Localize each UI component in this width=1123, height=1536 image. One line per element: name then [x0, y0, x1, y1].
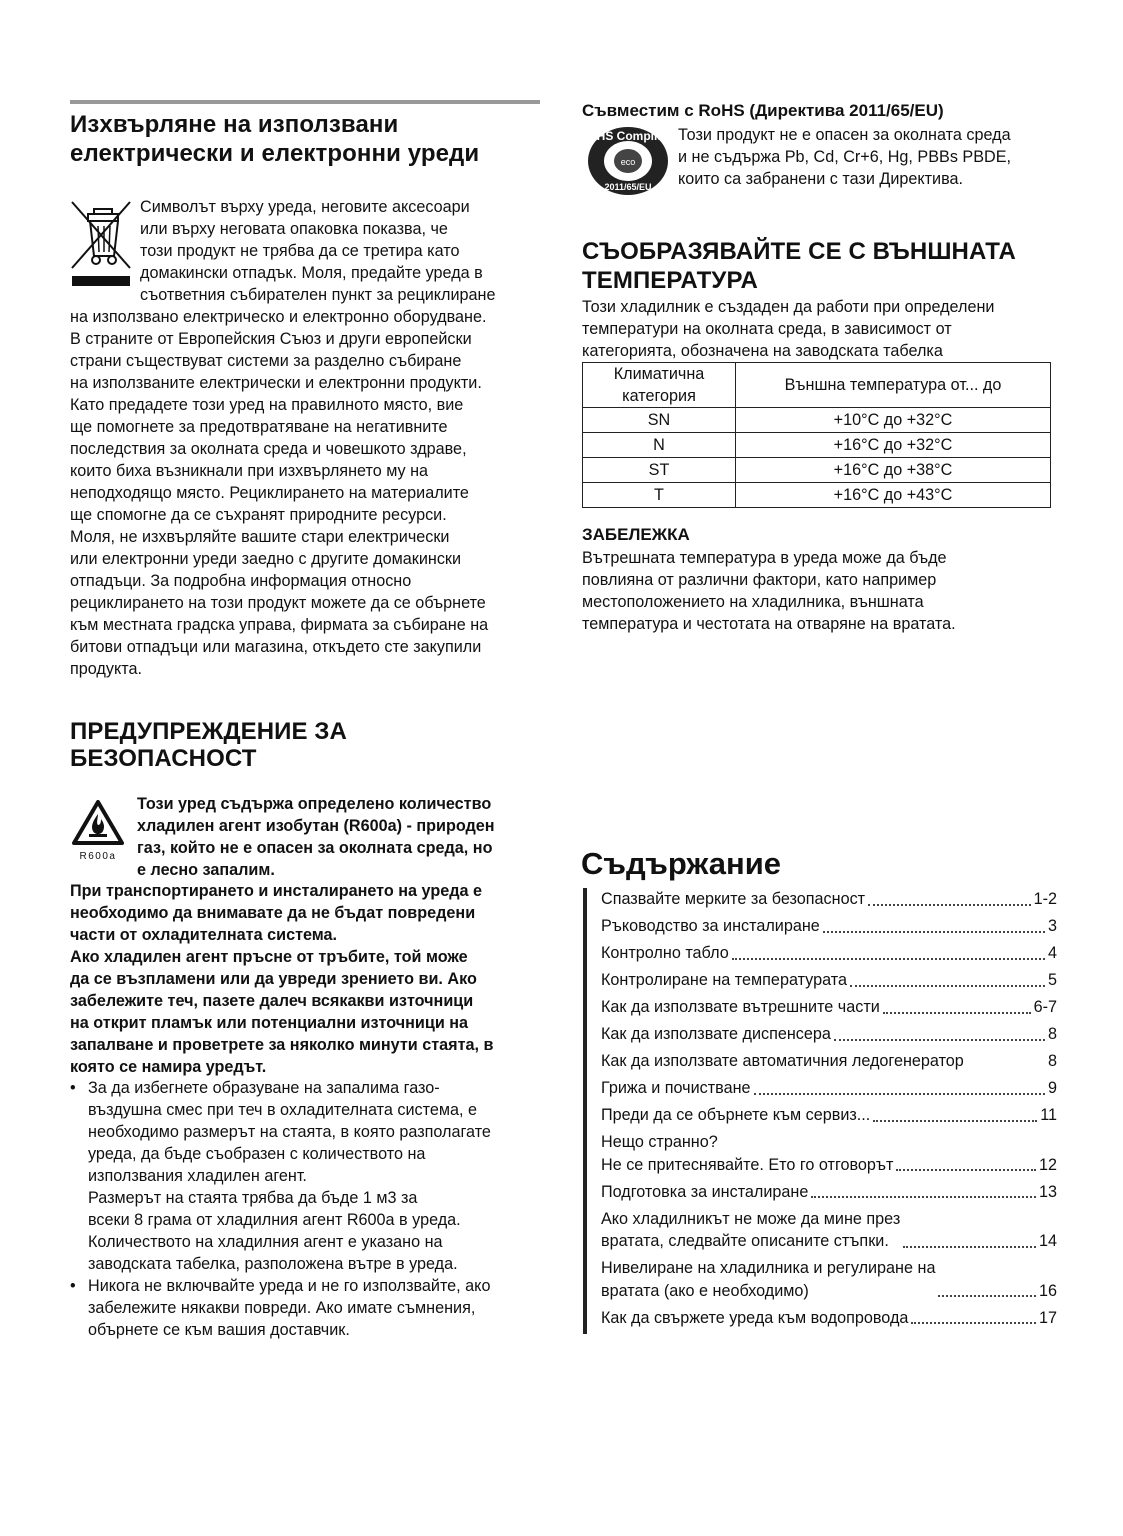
safety-warning: Този уред съдържа определено количество хладилен агент изобутан (R600a) - природен газ, който не е опасен за околната среда, но е лесно запалим.: [137, 795, 495, 879]
toc-item[interactable]: Преди да се обърнете към сервиз... 11: [601, 1106, 1057, 1124]
flammable-warning-icon: R600a: [72, 800, 124, 862]
toc-item[interactable]: Ръководство за инсталиране 3: [601, 917, 1057, 935]
note-title: ЗАБЕЛЕЖКА: [582, 525, 690, 544]
svg-text:RoHS Compliant: RoHS Compliant: [585, 129, 671, 143]
safety-title: ПРЕДУПРЕЖДЕНИЕ ЗА БЕЗОПАСНОСТ: [70, 718, 347, 772]
table-of-contents: [583, 888, 1057, 1334]
weee-bin-icon: [70, 200, 132, 288]
toc-item[interactable]: Контролиране на температурата 5: [601, 971, 1057, 989]
toc-item[interactable]: Нещо странно? Не се притеснявайте. Ето го отговорът 12: [601, 1133, 1057, 1174]
table-row: ST +16°C до +38°C: [583, 458, 1051, 483]
safety-bullets: [70, 1077, 550, 1341]
rohs-badge-icon: [585, 125, 671, 197]
table-header-row: [583, 363, 1051, 408]
temperature-text: Този хладилник е създаден да работи при определени температури на околната среда, в зависимост от категорията, обозначена на заводската табелка: [582, 298, 995, 360]
header-category: Климатична категория: [583, 363, 736, 408]
toc-item[interactable]: Спазвайте мерките за безопасност 1-2: [601, 890, 1057, 908]
toc-item[interactable]: Как да използвате вътрешните части 6-7: [601, 998, 1057, 1016]
top-rule: [70, 100, 540, 104]
climate-table: [582, 362, 1051, 508]
toc-item[interactable]: Как да използвате диспенсера 8: [601, 1025, 1057, 1043]
svg-text:eco: eco: [620, 157, 636, 167]
temperature-title: СЪОБРАЗЯВАЙТЕ СЕ С ВЪНШНАТА ТЕМПЕРАТУРА: [582, 238, 1016, 294]
toc-item[interactable]: Грижа и почистване 9: [601, 1079, 1057, 1097]
toc-item[interactable]: Ако хладилникът не може да мине през вратата, следвайте описаните стъпки. 14: [601, 1209, 1057, 1250]
toc-item[interactable]: Контролно табло 4: [601, 944, 1057, 962]
rohs-text: Този продукт не е опасен за околната среда и не съдържа Pb, Cd, Cr+6, Hg, PBBs PBDE, които са забранени с тази Директива.: [678, 126, 1011, 188]
toc-item[interactable]: Нивелиране на хладилника и регулиране на вратата (ако е необходимо) 16: [601, 1259, 1057, 1300]
toc-item[interactable]: Подготовка за инсталиране 13: [601, 1182, 1057, 1201]
svg-text:2011/65/EU: 2011/65/EU: [604, 182, 652, 192]
rohs-title: Съвместим с RoHS (Директива 2011/65/EU): [582, 101, 944, 120]
table-row: N +16°C до +32°C: [583, 433, 1051, 458]
list-item: • За да избегнете образуване на запалима газо- въздушна смес при теч в охладителната система, е необходимо размерът на стаята, в която разполагате уреда, да бъде съобразен с количеството на използвания хладилен агент. Размерът на стаята трябва да бъде 1 м3 за всеки 8 грама от хладилния агент R600a в уреда. Количеството на хладилния агент е указано на заводската табелка, разположена вътре в уреда.: [70, 1077, 550, 1275]
safety-bold-text: При транспортирането и инсталирането на уреда е необходимо да внимавате да не бъдат повредени части от охладителната система. Ако хладилен агент пръсне от тръбите, той може да се възпламени или да увреди зрението ви. Ако забележите теч, пазете далеч всякакви източници на открит пламък или потенциални източници на запалване и проветрете за няколко минути стаята, в която се намира уредът.: [70, 882, 494, 1076]
weee-title: Изхвърляне на използвани електрически и електронни уреди: [70, 111, 480, 167]
toc-item[interactable]: Как да свържете уреда към водопровода 17: [601, 1308, 1057, 1327]
table-row: SN +10°C до +32°C: [583, 408, 1051, 433]
header-range: Външна температура от... до: [736, 363, 1051, 408]
toc-item[interactable]: Как да използвате автоматичния ледогенератор 8: [601, 1052, 1057, 1070]
weee-body: на използвано електрическо и електронно оборудване. В страните от Европейския Съюз и други европейски страни съществуват системи за разделно събиране на използваните електрически и електронни продукти. Като предадете този уред на правилното място, вие ще помогнете за предотвратяване на негативните последствия за околната среда и човешкото здраве, които биха възникнали при изхвърлянето му на неподходящо място. Рециклирането на материалите ще спомогне да се съхранят природните ресурси. Моля, не изхвърляйте вашите стари електрически или електронни уреди заедно с другите домакински отпадъци. За подробна информация относно рециклирането на този продукт можете да се обърнете към местната градска управа, фирмата за събиране на битови отпадъци или магазина, откъдето сте закупили продукта.: [70, 308, 489, 678]
weee-intro: Символът върху уреда, неговите аксесоари или върху неговата опаковка показва, че този продукт не трябва да се третира като домакински отпадък. Моля, предайте уреда в съответния събирателен пункт за рециклиране: [140, 198, 496, 304]
note-text: Вътрешната температура в уреда може да бъде повлияна от различни фактори, като например местоположението на хладилника, външната температура и честотата на отваряне на вратата.: [582, 549, 956, 633]
toc-title: Съдържание: [581, 846, 782, 881]
table-row: T +16°C до +43°C: [583, 483, 1051, 508]
list-item: • Никога не включвайте уреда и не го използвайте, ако забележите някакви повреди. Ако имате съмнения, обърнете се към вашия доставчик.: [70, 1275, 550, 1341]
